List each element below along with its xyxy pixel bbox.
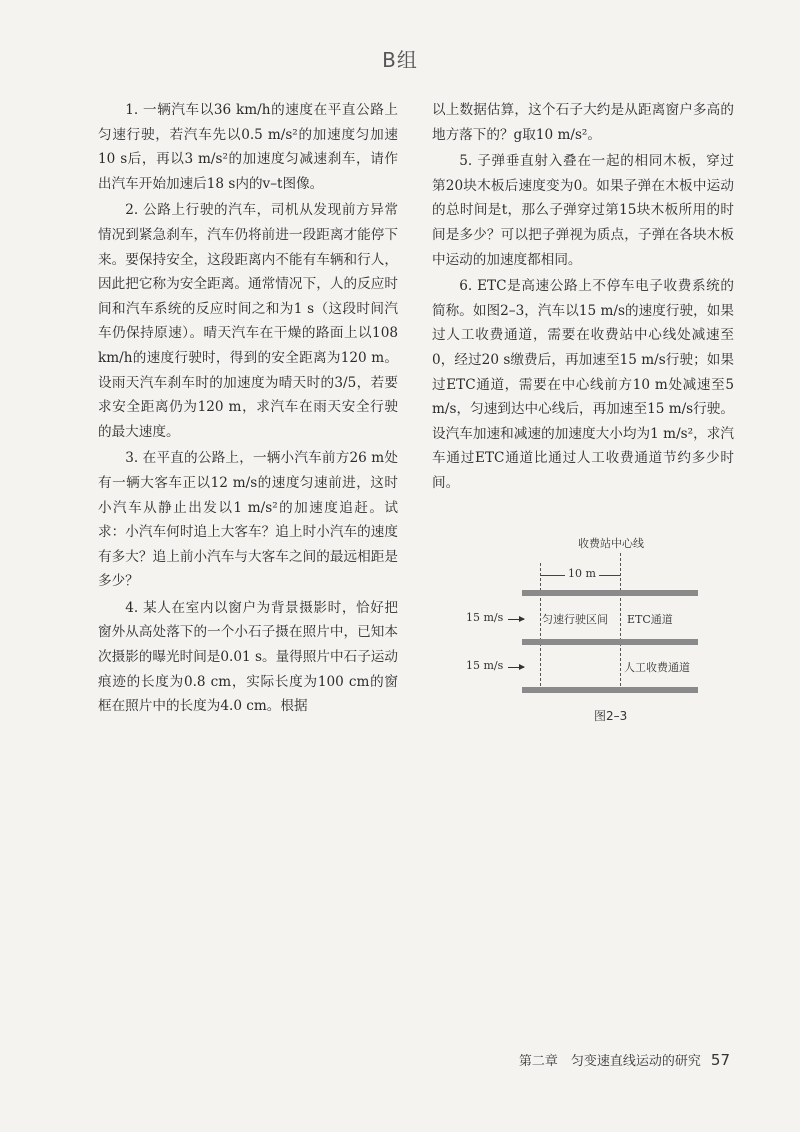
left-column [98, 98, 398, 721]
manual-lane-label: 人工收费通道 [624, 661, 690, 674]
problem-5: 5. 子弹垂直射入叠在一起的相同木板，穿过第20块木板后速度变为0。如果子弹在木板中运动的总时间是t，那么子弹穿过第15块木板所用的时间是多少？可以把子弹视为质点，子弹在各块木板中运动的加速度都相同。 [432, 153, 734, 268]
arrow-top [508, 619, 524, 620]
figure-caption: 图2–3 [594, 709, 628, 723]
center-line [620, 553, 621, 691]
etc-lane-label: ETC通道 [627, 613, 673, 626]
center-line-label: 收费站中心线 [578, 537, 644, 550]
chapter-title: 第二章 匀变速直线运动的研究 [518, 1054, 701, 1069]
right-column [432, 98, 734, 498]
problem-2: 2. 公路上行驶的汽车，司机从发现前方异常情况到紧急刹车，汽车仍将前进一段距离才能停下来。要保持安全，这段距离内不能有车辆和行人，因此把它称为安全距离。通常情况下，人的反应时间和汽车系统的反应时间之和为1 s（这段时间汽车仍保持原速）。晴天汽车在干燥的路面上以108 km/h的速度行驶时，得到的安全距离为120 m。设雨天汽车刹车时的加速度为晴天时的3/5，若要求安全距离仍为120 m，求汽车在雨天安全行驶的最大速度。 [98, 202, 398, 440]
page-title: B组 [382, 48, 418, 72]
uniform-zone-label: 匀速行驶区间 [542, 613, 608, 626]
problem-4-continued: 以上数据估算，这个石子大约是从距离窗户多高的地方落下的？g取10 m/s²。 [432, 102, 734, 143]
road-line-bottom [522, 687, 698, 693]
road-line-middle [522, 639, 698, 645]
problem-1: 1. 一辆汽车以36 km/h的速度在平直公路上匀速行驶，若汽车先以0.5 m/s²的加速度匀加速10 s后，再以3 m/s²的加速度匀减速刹车，请作出汽车开始加速后18 s内的v–t图像。 [98, 102, 398, 192]
problem-6: 6. ETC是高速公路上不停车电子收费系统的简称。如图2–3，汽车以15 m/s的速度行驶，如果过人工收费通道，需要在收费站中心线处减速至0，经过20 s缴费后，再加速至15 m/s行驶；如果过ETC通道，需要在中心线前方10 m处减速至5 m/s，匀速到达中心线后，再加速至15 m/s行驶。设汽车加速和减速的加速度大小均为1 m/s²，求汽车通过ETC通道比通过人工收费通道节约多少时间。 [432, 278, 734, 491]
page-footer [519, 1050, 730, 1069]
arrow-bottom [508, 667, 524, 668]
distance-label: 10 m [565, 567, 599, 580]
etc-figure [466, 535, 730, 735]
speed-label-bottom: 15 m/s [466, 659, 504, 672]
page-number: 57 [710, 1051, 730, 1069]
speed-label-top: 15 m/s [466, 611, 504, 624]
problem-4: 4. 某人在室内以窗户为背景摄影时，恰好把窗外从高处落下的一个小石子摄在照片中，已知本次摄影的曝光时间是0.01 s。量得照片中石子运动痕迹的长度为0.8 cm，实际长度为100 cm的窗框在照片中的长度为4.0 cm。根据 [98, 599, 398, 715]
road-line-top [522, 590, 698, 596]
etc-start-line [540, 563, 541, 691]
problem-3: 3. 在平直的公路上，一辆小汽车前方26 m处有一辆大客车正以12 m/s的速度匀速前进，这时小汽车从静止出发以1 m/s²的加速度追赶。试求：小汽车何时追上大客车？追上时小汽车的速度有多大？追上前小汽车与大客车之间的最远相距是多少？ [98, 450, 398, 590]
